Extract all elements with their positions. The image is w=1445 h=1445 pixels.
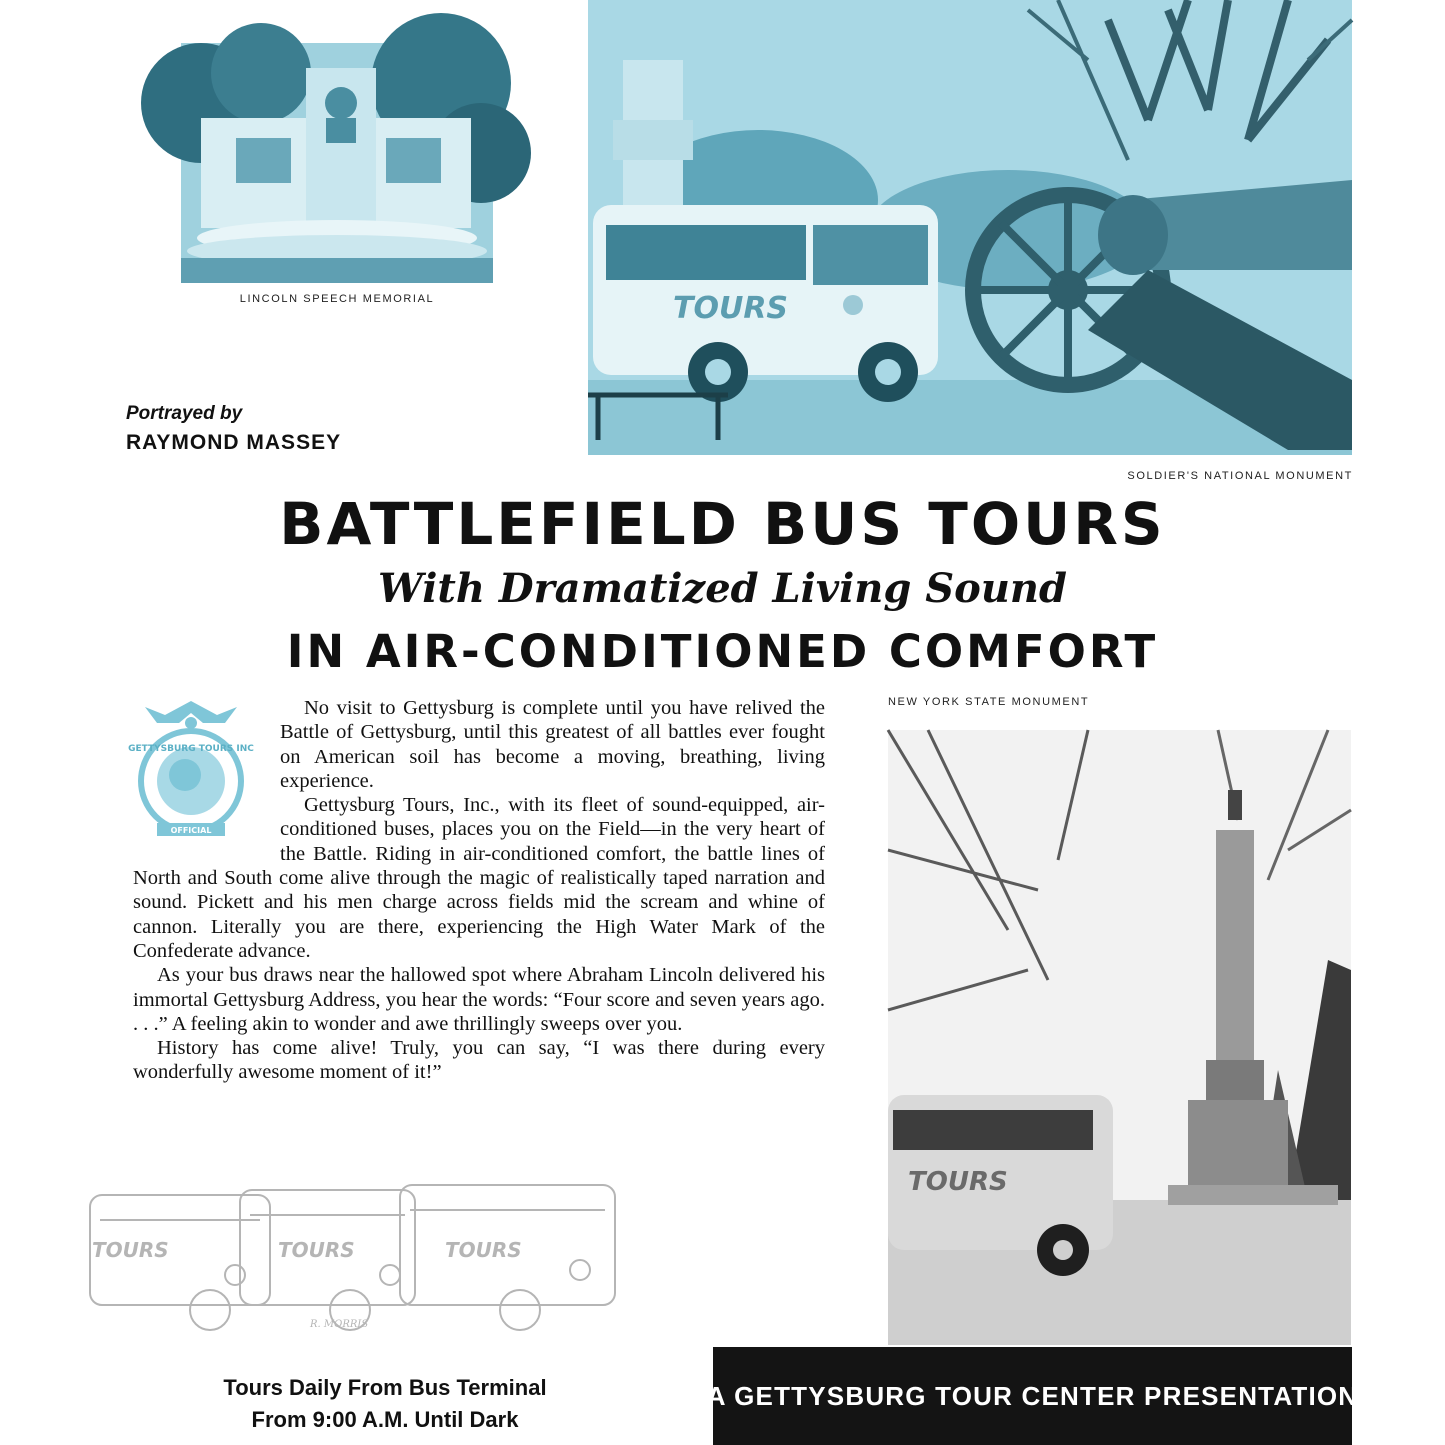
- ny-monument-photo: [888, 730, 1351, 1345]
- body-paragraph-1: No visit to Gettysburg is complete until you have relived the Battle of Gettysburg, until this greatest of all battles ever fought on American soil has become a moving, breathing, living experience.: [280, 697, 825, 792]
- soldiers-monument-photo: [588, 0, 1352, 455]
- bus-fleet-illustration: [90, 1175, 630, 1335]
- body-paragraph-2: Gettysburg Tours, Inc., with its fleet of sound-equipped, air-conditioned buses, places you on the Field—in the very heart of the Battle. Riding in air-conditioned comfort, the battle lines of North and South come alive through the magic of realistically taped narration and sound. Pickett and his men charge across fields mid the scream and whine of cannon. Literally you are there, experiencing the High Water Mark of the Confederate advance.: [133, 794, 825, 962]
- body-paragraph-3: As your bus draws near the hallowed spot where Abraham Lincoln delivered his immortal Gettysburg Address, you hear the words: “Four score and seven years ago. . . .” A feeling akin to wonder and awe thrillingly sweeps over you.: [133, 964, 825, 1035]
- soldiers-monument-caption: SOLDIER'S NATIONAL MONUMENT: [1127, 470, 1353, 482]
- credit-raymond-massey: RAYMOND MASSEY: [126, 431, 342, 454]
- body-paragraph-4: History has come alive! Truly, you can say, “I was there during every wonderfully awesome moment of it!”: [133, 1037, 825, 1084]
- ny-monument-caption: NEW YORK STATE MONUMENT: [888, 696, 1090, 708]
- fleet-lettering-3: TOURS: [445, 1238, 522, 1262]
- bus-lettering-photo: TOURS: [673, 291, 789, 326]
- lincoln-memorial-photo: [181, 43, 493, 283]
- headline-air-conditioned: IN AIR-CONDITIONED COMFORT: [286, 625, 1159, 678]
- headline-battlefield-bus-tours: BATTLEFIELD BUS TOURS: [279, 490, 1166, 558]
- seal-float-spacer: [133, 696, 280, 858]
- seal-text: GETTYSBURG TOURS INC: [128, 744, 254, 754]
- banner-text: A GETTYSBURG TOUR CENTER PRESENTATION: [706, 1380, 1359, 1411]
- bus-lettering-ny: TOURS: [908, 1167, 1008, 1197]
- artist-signature: R. MORRIS: [310, 1319, 369, 1330]
- schedule-line-2: From 9:00 A.M. Until Dark: [251, 1407, 519, 1432]
- credit-portrayed-by: Portrayed by: [126, 403, 243, 424]
- fleet-lettering-2: TOURS: [278, 1238, 355, 1262]
- seal-label: OFFICIAL: [170, 826, 212, 835]
- headline-dramatized-sound: With Dramatized Living Sound: [378, 565, 1067, 612]
- article-body: [133, 696, 825, 1085]
- tour-center-banner: [706, 1347, 1359, 1445]
- fleet-lettering-1: TOURS: [92, 1238, 169, 1262]
- lincoln-memorial-caption: LINCOLN SPEECH MEMORIAL: [239, 293, 435, 305]
- schedule-line-1: Tours Daily From Bus Terminal: [223, 1375, 547, 1400]
